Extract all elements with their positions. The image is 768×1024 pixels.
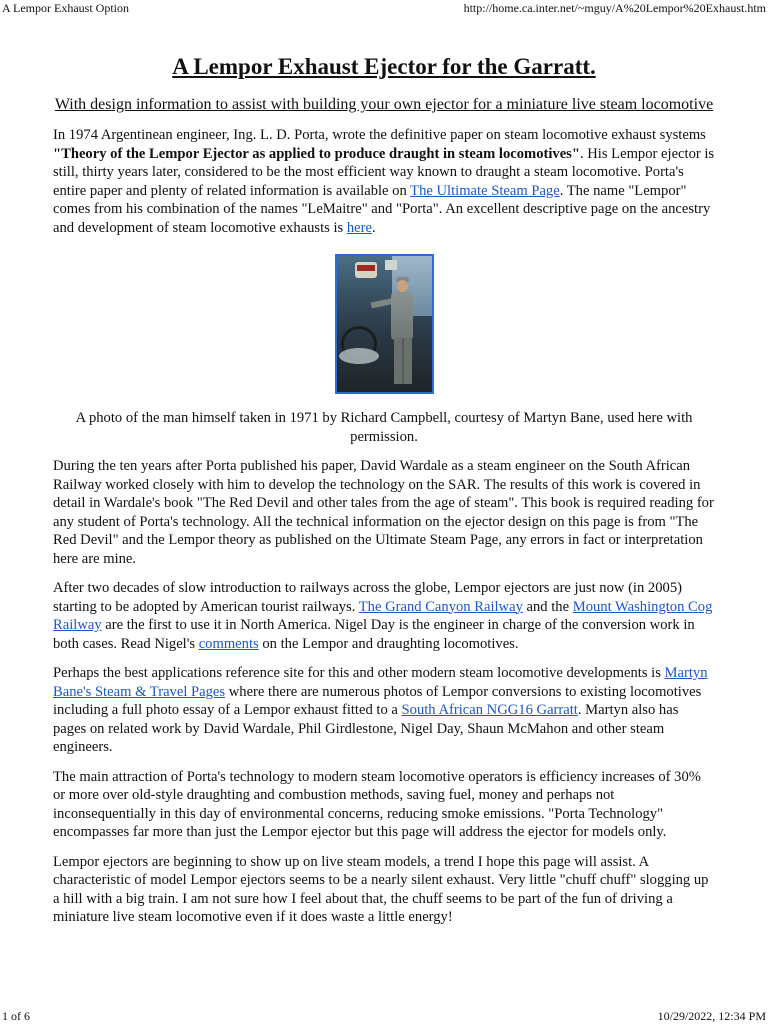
grand-canyon-railway-link[interactable]: The Grand Canyon Railway	[358, 598, 523, 615]
print-footer	[0, 1008, 768, 1024]
references-text-2: where there are numerous photos of Lempor conversions to existing locomotives including a full photo essay of a Lempor exhaust fitted to a	[53, 683, 702, 718]
print-header	[0, 0, 768, 16]
print-url: http://home.ca.inter.net/~mguy/A%20Lempor%20Exhaust.htm	[463, 1, 766, 15]
intro-paragraph	[53, 126, 715, 237]
references-text-1: Perhaps the best applications reference site for this and other modern steam locomotive developments is	[53, 665, 665, 681]
intro-text-2: . His Lempor ejector is still, thirty years later, considered to be the most efficient way known to draught a steam locomotive. Porta's entire paper and plenty of related information is available on	[53, 145, 715, 199]
ngg16-garratt-link[interactable]: South African NGG16 Garratt	[401, 702, 578, 718]
page-number: 1 of 6	[2, 1009, 30, 1023]
porta-photo[interactable]	[335, 254, 434, 394]
page-content	[53, 52, 715, 927]
references-paragraph	[53, 664, 715, 757]
intro-text-4: .	[371, 219, 376, 236]
ultimate-steam-page-link[interactable]: The Ultimate Steam Page	[410, 182, 560, 199]
page-subtitle: With design information to assist with building your own ejector for a miniature live steam locomotive	[54, 96, 714, 113]
martyn-bane-link[interactable]: Martyn Bane's Steam & Travel Pages	[53, 665, 708, 700]
comments-link[interactable]: comments	[198, 635, 259, 652]
adoption-paragraph	[53, 579, 715, 653]
photo-caption: A photo of the man himself taken in 1971 by Richard Campbell, courtesy of Martyn Bane, used here with permission.	[75, 410, 693, 445]
photo-container	[53, 254, 715, 394]
page-title: A Lempor Exhaust Ejector for the Garratt.	[172, 54, 596, 79]
adoption-text-3: are the first to use it in North America. Nigel Day is the engineer in charge of the conversion work in both cases. Read Nigel's	[53, 617, 695, 652]
print-page-title: A Lempor Exhaust Option	[2, 1, 129, 15]
paper-title: "Theory of the Lempor Ejector as applied to produce draught in steam locomotives"	[53, 145, 580, 162]
efficiency-paragraph: The main attraction of Porta's technology to modern steam locomotive operators is efficiency increases of 30% or more over old-style draughting and combustion methods, saving fuel, money and perhaps not inconsequentially in this day of environmental concerns, reducing smoke emissions. "Porta Technology" encompasses far more than just the Lempor ejector but this page will address the ejector for models only.	[53, 768, 701, 840]
print-datetime: 10/29/2022, 12:34 PM	[657, 1009, 766, 1023]
models-paragraph: Lempor ejectors are beginning to show up on live steam models, a trend I hope this page will assist. A characteristic of model Lempor ejectors seems to be a nearly silent exhaust. Very little "chuff chuff" slogging up a hill with a big train. I am not sure how I feel about that, the chuff seems to be part of the fun of driving a miniature live steam locomotive even if it does waste a little energy!	[53, 853, 709, 925]
adoption-text-2: and the	[522, 598, 573, 615]
here-link[interactable]: here	[346, 219, 372, 236]
intro-text-3: . The name "Lempor" comes from his combination of the names "LeMaitre" and "Porta". An excellent descriptive page on the ancestry and development of steam locomotive exhausts is	[53, 182, 711, 236]
mount-washington-link[interactable]: Mount Washington Cog Railway	[53, 598, 713, 633]
references-text-3: . Martyn also has pages on related work by David Wardale, Phil Girdlestone, Nigel Day, Shaun McMahon and other steam engineers.	[53, 702, 679, 755]
intro-text-1: In 1974 Argentinean engineer, Ing. L. D. Porta, wrote the definitive paper on steam locomotive exhaust systems	[53, 127, 706, 143]
adoption-text-4: on the Lempor and draughting locomotives.	[258, 635, 519, 652]
adoption-text-1: After two decades of slow introduction to railways across the globe, Lempor ejectors are just now (in 2005) starting to be adopted by American tourist railways.	[53, 580, 682, 615]
wardale-paragraph: During the ten years after Porta published his paper, David Wardale as a steam engineer on the South African Railway worked closely with him to develop the technology on the SAR. The results of this work is covered in detail in Wardale's book "The Red Devil and other tales from the age of steam". This book is required reading for any student of Porta's technology. All the technical information on the ejector design on this page is from "The Red Devil" and the Lempor theory as published on the Ultimate Steam Page, any errors in fact or interpretation here are mine.	[53, 458, 714, 567]
